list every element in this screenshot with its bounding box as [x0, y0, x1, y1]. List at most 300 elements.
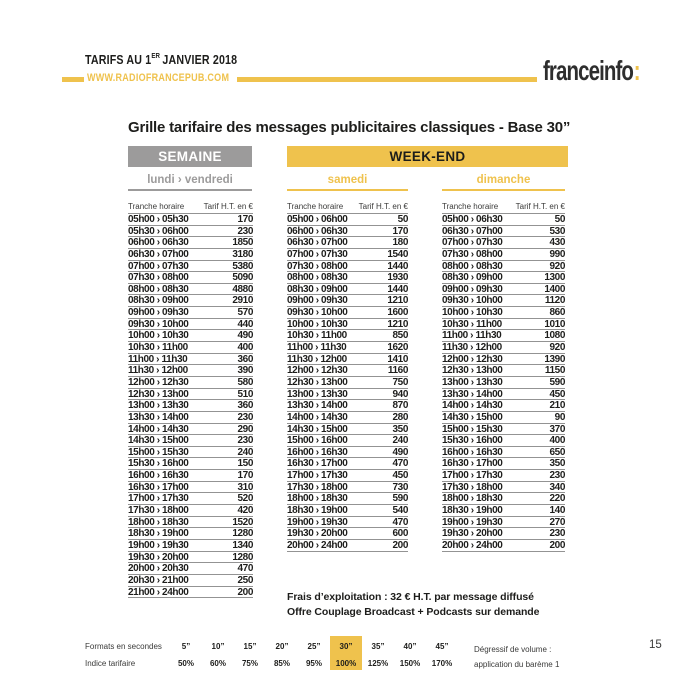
price: 580 [237, 376, 253, 388]
weekday-tariff-table [128, 196, 253, 598]
time-slot: 12h30 › 13h00 [442, 365, 503, 377]
time-slot: 13h30 › 14h00 [442, 388, 503, 400]
time-slot: 10h30 › 11h00 [442, 318, 502, 330]
time-slot: 19h00 › 19h30 [442, 516, 503, 528]
time-slot: 10h00 › 10h30 [287, 318, 348, 330]
time-slot: 10h00 › 10h30 [128, 330, 189, 342]
price: 350 [549, 458, 565, 470]
table-row [128, 377, 253, 389]
format-cell [266, 636, 298, 670]
time-slot: 08h00 › 08h30 [287, 272, 348, 284]
tariff-date-part1: TARIFS AU 1 [85, 52, 152, 67]
price: 860 [549, 307, 565, 319]
price: 390 [237, 365, 253, 377]
time-slot: 19h30 › 20h00 [128, 551, 189, 563]
table-row [287, 237, 408, 249]
table-row [128, 249, 253, 261]
price: 170 [392, 225, 408, 237]
format-seconds: 35” [371, 642, 385, 651]
time-slot: 11h30 › 12h00 [128, 365, 188, 377]
price: 5380 [232, 260, 253, 272]
price: 1520 [232, 516, 253, 528]
price: 520 [237, 493, 253, 505]
table-row [287, 330, 408, 342]
table-row [442, 540, 565, 552]
time-slot: 11h00 › 11h30 [128, 353, 188, 365]
table-row [128, 552, 253, 564]
table-row [128, 424, 253, 436]
format-index: 50% [177, 659, 194, 668]
time-slot: 11h00 › 11h30 [287, 342, 347, 354]
time-slot: 18h30 › 19h00 [442, 505, 503, 517]
price: 170 [237, 214, 253, 225]
format-cell [234, 636, 266, 670]
time-slot: 20h00 › 24h00 [287, 539, 348, 551]
table-row [442, 354, 565, 366]
table-row [128, 365, 253, 377]
price: 1340 [232, 539, 253, 551]
price: 440 [237, 318, 253, 330]
price: 1280 [232, 528, 253, 540]
degressif-line1: Dégressif de volume : [474, 645, 552, 654]
format-seconds: 10” [211, 642, 225, 651]
time-slot: 18h00 › 18h30 [128, 516, 189, 528]
table-row [442, 482, 565, 494]
price: 1440 [387, 260, 408, 272]
format-seconds: 40” [403, 642, 417, 651]
table-row [442, 284, 565, 296]
table-row [128, 354, 253, 366]
price: 510 [237, 388, 253, 400]
table-row [287, 307, 408, 319]
table-row [442, 517, 565, 529]
format-seconds: 25” [307, 642, 321, 651]
time-slot: 10h30 › 11h00 [287, 330, 347, 342]
table-row [128, 470, 253, 482]
format-cell [362, 636, 394, 670]
franceinfo-logo [543, 55, 640, 87]
price: 1150 [544, 365, 565, 377]
format-index: 75% [241, 659, 258, 668]
table-row [128, 295, 253, 307]
table-row [287, 342, 408, 354]
table-row [287, 261, 408, 273]
price: 230 [237, 435, 253, 447]
time-slot: 10h00 › 10h30 [442, 307, 503, 319]
table-row [287, 400, 408, 412]
time-slot: 13h30 › 14h00 [128, 411, 189, 423]
formats-bar-labels [85, 636, 170, 676]
page-number: 15 [649, 639, 662, 651]
price: 230 [237, 411, 253, 423]
time-slot: 14h30 › 15h00 [128, 435, 189, 447]
time-slot: 14h30 › 15h00 [442, 411, 503, 423]
format-cell [426, 636, 458, 670]
table-row [128, 214, 253, 226]
price: 1930 [387, 272, 408, 284]
price: 90 [554, 411, 565, 423]
format-cell-highlighted [330, 636, 362, 670]
price: 230 [549, 470, 565, 482]
table-row [128, 458, 253, 470]
time-slot: 14h00 › 14h30 [128, 423, 189, 435]
table-row [442, 458, 565, 470]
price: 1400 [544, 283, 565, 295]
time-slot: 07h00 › 07h30 [128, 260, 189, 272]
operating-fee-note: Frais d’exploitation : 32 € H.T. par message diffusé [287, 591, 534, 603]
format-cell [202, 636, 234, 670]
table-body [128, 213, 253, 598]
price: 1210 [387, 295, 408, 307]
table-row [442, 261, 565, 273]
price: 290 [237, 423, 253, 435]
time-slot: 06h00 › 06h30 [128, 237, 189, 249]
time-slot: 18h30 › 19h00 [287, 505, 348, 517]
price: 430 [549, 237, 565, 249]
table-row [287, 424, 408, 436]
price: 240 [392, 435, 408, 447]
weekend-section-header: WEEK-END [287, 146, 568, 167]
yellow-dash-decoration [62, 77, 84, 82]
price: 940 [392, 388, 408, 400]
price: 470 [392, 516, 408, 528]
table-row [287, 365, 408, 377]
time-slot: 15h30 › 16h00 [442, 435, 503, 447]
price: 750 [392, 376, 408, 388]
table-row [442, 226, 565, 238]
table-row [442, 435, 565, 447]
price: 150 [237, 458, 253, 470]
price: 590 [549, 376, 565, 388]
format-index: 85% [273, 659, 290, 668]
table-row [287, 458, 408, 470]
price: 370 [549, 423, 565, 435]
price: 170 [237, 470, 253, 482]
price: 530 [549, 225, 565, 237]
formats-label: Formats en secondes [85, 642, 162, 651]
time-slot: 12h30 › 13h00 [128, 388, 189, 400]
table-row [287, 249, 408, 261]
table-row [442, 412, 565, 424]
table-column-headers [128, 196, 253, 213]
tariff-date-sup: ER [151, 51, 160, 60]
time-slot: 09h00 › 09h30 [287, 295, 348, 307]
table-row [128, 540, 253, 552]
price: 870 [392, 400, 408, 412]
format-seconds: 5” [181, 642, 191, 651]
time-slot: 19h00 › 19h30 [287, 516, 348, 528]
table-row [287, 435, 408, 447]
format-seconds: 15” [243, 642, 257, 651]
day-label-weekdays: lundi › vendredi [128, 174, 252, 191]
price: 1620 [387, 342, 408, 354]
tariff-date-part2: JANVIER 2018 [162, 52, 238, 67]
price: 850 [392, 330, 408, 342]
time-slot: 13h30 › 14h00 [287, 400, 348, 412]
time-slot: 18h30 › 19h00 [128, 528, 189, 540]
time-slot: 15h00 › 16h00 [287, 435, 348, 447]
price: 470 [237, 563, 253, 575]
table-row [287, 447, 408, 459]
time-slot: 07h30 › 08h00 [128, 272, 189, 284]
time-slot: 17h30 › 18h00 [442, 481, 503, 493]
time-slot: 14h30 › 15h00 [287, 423, 348, 435]
time-slot: 06h30 › 07h00 [128, 248, 189, 260]
day-label-sunday: dimanche [442, 174, 565, 191]
price: 490 [237, 330, 253, 342]
price: 600 [392, 528, 408, 540]
price: 220 [549, 493, 565, 505]
price: 400 [549, 435, 565, 447]
price: 200 [392, 539, 408, 551]
format-index: 150% [399, 659, 421, 668]
time-slot: 17h00 › 17h30 [128, 493, 189, 505]
table-row [128, 493, 253, 505]
table-row [128, 226, 253, 238]
time-slot: 20h00 › 20h30 [128, 563, 189, 575]
price: 450 [392, 470, 408, 482]
price: 230 [237, 225, 253, 237]
table-row [287, 470, 408, 482]
price: 590 [392, 493, 408, 505]
price: 1600 [387, 307, 408, 319]
time-slot: 16h30 › 17h00 [128, 481, 189, 493]
price: 920 [549, 342, 565, 354]
time-slot: 06h30 › 07h00 [287, 237, 348, 249]
table-row [442, 295, 565, 307]
format-index: 60% [209, 659, 226, 668]
table-row [442, 470, 565, 482]
tariff-date-heading [85, 51, 237, 67]
price: 2910 [232, 295, 253, 307]
formats-bar [85, 636, 559, 676]
price: 1540 [387, 248, 408, 260]
time-slot: 08h00 › 08h30 [442, 260, 503, 272]
time-slot: 16h00 › 16h30 [128, 470, 189, 482]
table-row [128, 400, 253, 412]
semaine-section-header: SEMAINE [128, 146, 252, 167]
price: 1390 [544, 353, 565, 365]
table-row [442, 377, 565, 389]
table-row [287, 319, 408, 331]
table-row [128, 517, 253, 529]
time-slot: 17h30 › 18h00 [287, 481, 348, 493]
price: 180 [392, 237, 408, 249]
day-label-saturday: samedi [287, 174, 408, 191]
table-row [128, 319, 253, 331]
website-url: WWW.RADIOFRANCEPUB.COM [87, 72, 230, 84]
price: 240 [237, 446, 253, 458]
time-slot: 07h00 › 07h30 [287, 248, 348, 260]
page-title: Grille tarifaire des messages publicitaires classiques - Base 30” [128, 119, 571, 136]
price: 1300 [544, 272, 565, 284]
time-slot: 06h30 › 07h00 [442, 225, 503, 237]
table-row [442, 214, 565, 226]
table-row [287, 272, 408, 284]
table-row [287, 226, 408, 238]
price: 420 [237, 505, 253, 517]
table-row [128, 563, 253, 575]
time-slot: 05h00 › 06h00 [287, 214, 348, 225]
price: 3180 [232, 248, 253, 260]
time-slot: 14h00 › 14h30 [442, 400, 503, 412]
format-seconds: 20” [275, 642, 289, 651]
time-slot: 16h00 › 16h30 [442, 446, 503, 458]
time-slot: 05h30 › 06h00 [128, 225, 189, 237]
time-slot: 18h00 › 18h30 [442, 493, 503, 505]
time-slot: 05h00 › 05h30 [128, 214, 189, 225]
table-row [287, 482, 408, 494]
price-column-header: Tarif H.T. en € [358, 202, 408, 211]
table-row [287, 377, 408, 389]
table-row [287, 284, 408, 296]
price: 400 [237, 342, 253, 354]
table-column-headers [442, 196, 565, 213]
table-row [128, 482, 253, 494]
table-row [287, 354, 408, 366]
time-slot: 19h30 › 20h00 [287, 528, 348, 540]
price: 250 [237, 574, 253, 586]
table-row [128, 284, 253, 296]
format-cell [394, 636, 426, 670]
volume-discount-note [474, 636, 559, 672]
table-row [287, 493, 408, 505]
format-index: 125% [367, 659, 389, 668]
price: 1440 [387, 283, 408, 295]
time-slot: 16h00 › 16h30 [287, 446, 348, 458]
table-column-headers [287, 196, 408, 213]
time-slot: 09h30 › 10h00 [287, 307, 348, 319]
format-cell [170, 636, 202, 670]
time-slot: 18h00 › 18h30 [287, 493, 348, 505]
time-slot: 12h00 › 12h30 [287, 365, 348, 377]
table-row [287, 214, 408, 226]
table-row [442, 330, 565, 342]
time-slot: 15h00 › 15h30 [442, 423, 503, 435]
price: 280 [392, 411, 408, 423]
price: 920 [549, 260, 565, 272]
table-row [128, 528, 253, 540]
table-row [128, 412, 253, 424]
table-row [442, 389, 565, 401]
time-slot: 07h00 › 07h30 [442, 237, 503, 249]
time-slot: 13h00 › 13h30 [442, 376, 503, 388]
time-slot: 09h00 › 09h30 [128, 307, 189, 319]
price: 200 [237, 586, 253, 598]
table-row [287, 389, 408, 401]
table-row [287, 528, 408, 540]
table-row [287, 517, 408, 529]
time-slot: 12h00 › 12h30 [442, 353, 503, 365]
time-slot: 11h00 › 11h30 [442, 330, 502, 342]
price: 1080 [544, 330, 565, 342]
table-row [128, 342, 253, 354]
price: 4880 [232, 283, 253, 295]
price: 200 [549, 539, 565, 551]
price: 5090 [232, 272, 253, 284]
price: 1410 [387, 353, 408, 365]
time-slot: 15h30 › 16h00 [128, 458, 189, 470]
table-row [442, 400, 565, 412]
table-body [287, 213, 408, 552]
format-index: 95% [305, 659, 322, 668]
time-slot: 08h30 › 09h00 [442, 272, 503, 284]
price: 470 [392, 458, 408, 470]
degressif-line2: application du barème 1 [474, 660, 560, 669]
table-row [442, 505, 565, 517]
time-slot: 16h30 › 17h00 [287, 458, 348, 470]
time-slot: 11h30 › 12h00 [442, 342, 502, 354]
table-row [442, 249, 565, 261]
time-slot: 08h30 › 09h00 [287, 283, 348, 295]
table-row [128, 447, 253, 459]
price: 1120 [544, 295, 565, 307]
time-slot: 13h00 › 13h30 [128, 400, 189, 412]
time-slot: 13h00 › 13h30 [287, 388, 348, 400]
table-row [442, 307, 565, 319]
time-slot: 05h00 › 06h30 [442, 214, 503, 225]
table-row [442, 342, 565, 354]
time-column-header: Tranche horaire [128, 202, 185, 211]
time-slot: 20h30 › 21h00 [128, 574, 189, 586]
table-row [442, 365, 565, 377]
table-row [128, 307, 253, 319]
table-row [442, 319, 565, 331]
price: 140 [549, 505, 565, 517]
price: 1280 [232, 551, 253, 563]
time-slot: 15h00 › 15h30 [128, 446, 189, 458]
table-row [287, 295, 408, 307]
format-index: 100% [335, 659, 357, 668]
time-slot: 20h00 › 24h00 [442, 539, 503, 551]
time-slot: 12h30 › 13h00 [287, 376, 348, 388]
logo-wordmark: franceinfo [543, 55, 634, 86]
logo-colon: : [633, 55, 640, 86]
table-body [442, 213, 565, 552]
time-slot: 09h30 › 10h00 [128, 318, 189, 330]
table-row [442, 447, 565, 459]
price: 360 [237, 353, 253, 365]
table-row [442, 272, 565, 284]
table-row [128, 237, 253, 249]
table-row [442, 237, 565, 249]
time-slot: 21h00 › 24h00 [128, 586, 189, 598]
price: 540 [392, 505, 408, 517]
price: 270 [549, 516, 565, 528]
price: 310 [237, 481, 253, 493]
format-index: 170% [431, 659, 453, 668]
time-slot: 07h30 › 08h00 [442, 248, 503, 260]
table-row [128, 505, 253, 517]
price: 210 [549, 400, 565, 412]
table-row [128, 575, 253, 587]
price: 1850 [232, 237, 253, 249]
format-seconds: 45” [435, 642, 449, 651]
table-row [442, 528, 565, 540]
table-row [442, 424, 565, 436]
price: 730 [392, 481, 408, 493]
time-slot: 17h00 › 17h30 [287, 470, 348, 482]
time-slot: 06h00 › 06h30 [287, 225, 348, 237]
time-slot: 19h30 › 20h00 [442, 528, 503, 540]
table-row [287, 412, 408, 424]
price: 570 [237, 307, 253, 319]
time-slot: 10h30 › 11h00 [128, 342, 188, 354]
saturday-tariff-table [287, 196, 408, 552]
time-slot: 08h30 › 09h00 [128, 295, 189, 307]
price: 450 [549, 388, 565, 400]
index-label: Indice tarifaire [85, 659, 136, 668]
